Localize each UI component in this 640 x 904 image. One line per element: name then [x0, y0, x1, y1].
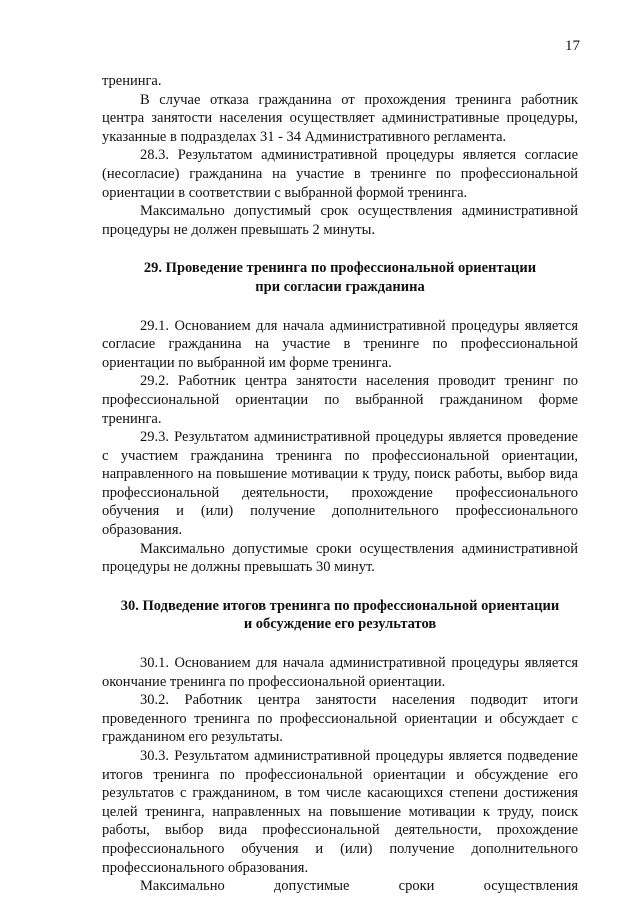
paragraph-30-time-limit: Максимально допустимые сроки осуществления	[140, 878, 578, 895]
paragraph-28-time-limit: Максимально допустимый срок осуществления административной процедуры не должен превышать 2 минуты.	[102, 203, 578, 238]
paragraph-29-time-limit: Максимально допустимые сроки осуществления административной процедуры не должны превышать 30 минут.	[102, 540, 578, 576]
paragraph-refusal: В случае отказа гражданина от прохождения тренинга работник центра занятости населения осуществляет административные процедуры, указанные в подразделах 31 - 34 Административного регламента.	[102, 91, 578, 145]
section-heading-29-line-1: 29. Проведение тренинга по профессиональной ориентации	[143, 260, 537, 277]
page-number: 17	[565, 38, 580, 54]
section-heading-30-line-1: 30. Подведение итогов тренинга по профессиональной ориентации	[120, 597, 560, 614]
document-body	[102, 72, 578, 896]
paragraph-28-3: 28.3. Результатом административной процедуры является согласие (несогласие) гражданина на участие в тренинге по профессиональной ориентации в соответствии с выбранной формой тренинга.	[102, 147, 578, 201]
paragraph-30-1: 30.1. Основанием для начала административной процедуры является окончание тренинга по профессиональной ориентации.	[102, 655, 578, 690]
paragraph-29-3: 29.3. Результатом административной процедуры является проведение с участием гражданина тренинга по профессиональной ориентации, направленного на повышение мотивации к труду, поиск работы, выбор вида профессиональной деятельности, прохождение профессионального обучения и (или) получение дополнительного профессионального образования.	[102, 429, 578, 539]
section-heading-29	[102, 259, 578, 296]
section-heading-30	[102, 597, 578, 634]
paragraph-29-1: 29.1. Основанием для начала административной процедуры является согласие гражданина на участие в тренинге по профессиональной ориентации по выбранной им форме тренинга.	[102, 317, 578, 371]
paragraph-30-2: 30.2. Работник центра занятости населения подводит итоги проведенного тренинга по профессиональной ориентации и обсуждает с гражданином его результаты.	[102, 692, 578, 746]
section-heading-30-line-2: и обсуждение его результатов	[243, 616, 437, 633]
section-heading-29-line-2: при согласии гражданина	[255, 278, 425, 295]
paragraph-30-3: 30.3. Результатом административной процедуры является подведение итогов тренинга по профессиональной ориентации и обсуждение его результатов с гражданином, в том числе касающихся степени достижения целей тренинга, направленных на повышение мотивации к труду, поиск работы, выбор вида профессиональной деятельности, прохождение профессионального обучения и (или) получение дополнительного профессионального образования.	[102, 748, 578, 876]
paragraph-29-2: 29.2. Работник центра занятости населения проводит тренинг по профессиональной ориентации по выбранной гражданином форме тренинга.	[102, 373, 578, 427]
paragraph-continuation: тренинга.	[102, 73, 162, 89]
